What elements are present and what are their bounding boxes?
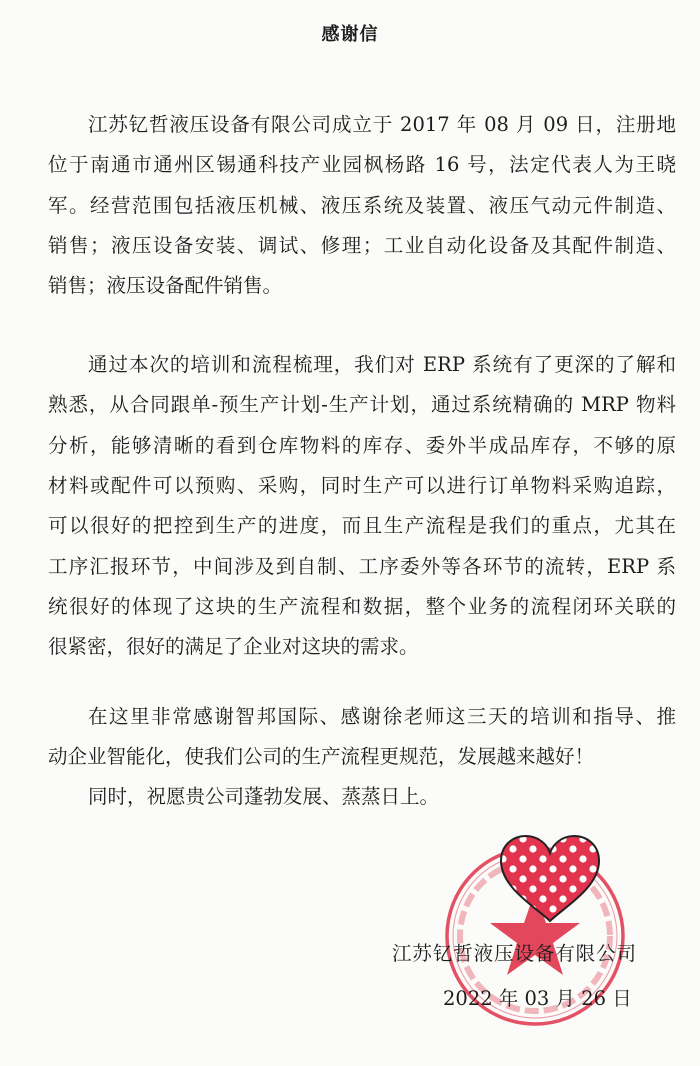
signature-date: 2022 年 03 月 26 日 (443, 987, 632, 1010)
paragraph-line: 通过本次的培训和流程梳理，我们对 ERP 系统有了更深的了解和 (88, 353, 676, 376)
paragraph-line: 可以很好的把控到生产的进度，而且生产流程是我们的重点，尤其在 (48, 514, 676, 538)
signature-company: 江苏钇哲液压设备有限公司 (392, 942, 636, 965)
paragraph-line: 工序汇报环节，中间涉及到自制、工序委外等各环节的流转，ERP 系 (48, 554, 676, 578)
paragraph-line: 军。经营范围包括液压机械、液压系统及装置、液压气动元件制造、 (48, 193, 676, 217)
paragraph-line: 材料或配件可以预购、采购，同时生产可以进行订单物料采购追踪， (48, 473, 676, 497)
paragraph-line: 熟悉，从合同跟单-预生产计划-生产计划，通过系统精确的 MRP 物料 (48, 393, 676, 417)
paragraph-line: 分析，能够清晰的看到仓库物料的库存、委外半成品库存，不够的原 (48, 433, 676, 457)
heart-sticker-icon (497, 833, 603, 925)
paragraph-line: 位于南通市通州区锡通科技产业园枫杨路 16 号，法定代表人为王晓 (48, 153, 676, 177)
paragraph-line: 同时，祝愿贵公司蓬勃发展、蒸蒸日上。 (88, 785, 440, 808)
letter-title: 感谢信 (321, 24, 379, 45)
paragraph-line: 统很好的体现了这块的生产流程和数据，整个业务的流程闭环关联的 (48, 594, 676, 618)
paragraph-line: 很紧密，很好的满足了企业对这块的需求。 (48, 635, 419, 659)
paragraph-line: 江苏钇哲液压设备有限公司成立于 2017 年 08 月 09 日，注册地 (88, 113, 676, 136)
paragraph-line: 动企业智能化，使我们公司的生产流程更规范，发展越来越好！ (48, 745, 595, 769)
paragraph-line: 销售；液压设备配件销售。 (48, 274, 283, 298)
paragraph-line: 销售；液压设备安装、调试、修理；工业自动化设备及其配件制造、 (48, 233, 676, 257)
paragraph-line: 在这里非常感谢智邦国际、感谢徐老师这三天的培训和指导、推 (88, 705, 676, 728)
